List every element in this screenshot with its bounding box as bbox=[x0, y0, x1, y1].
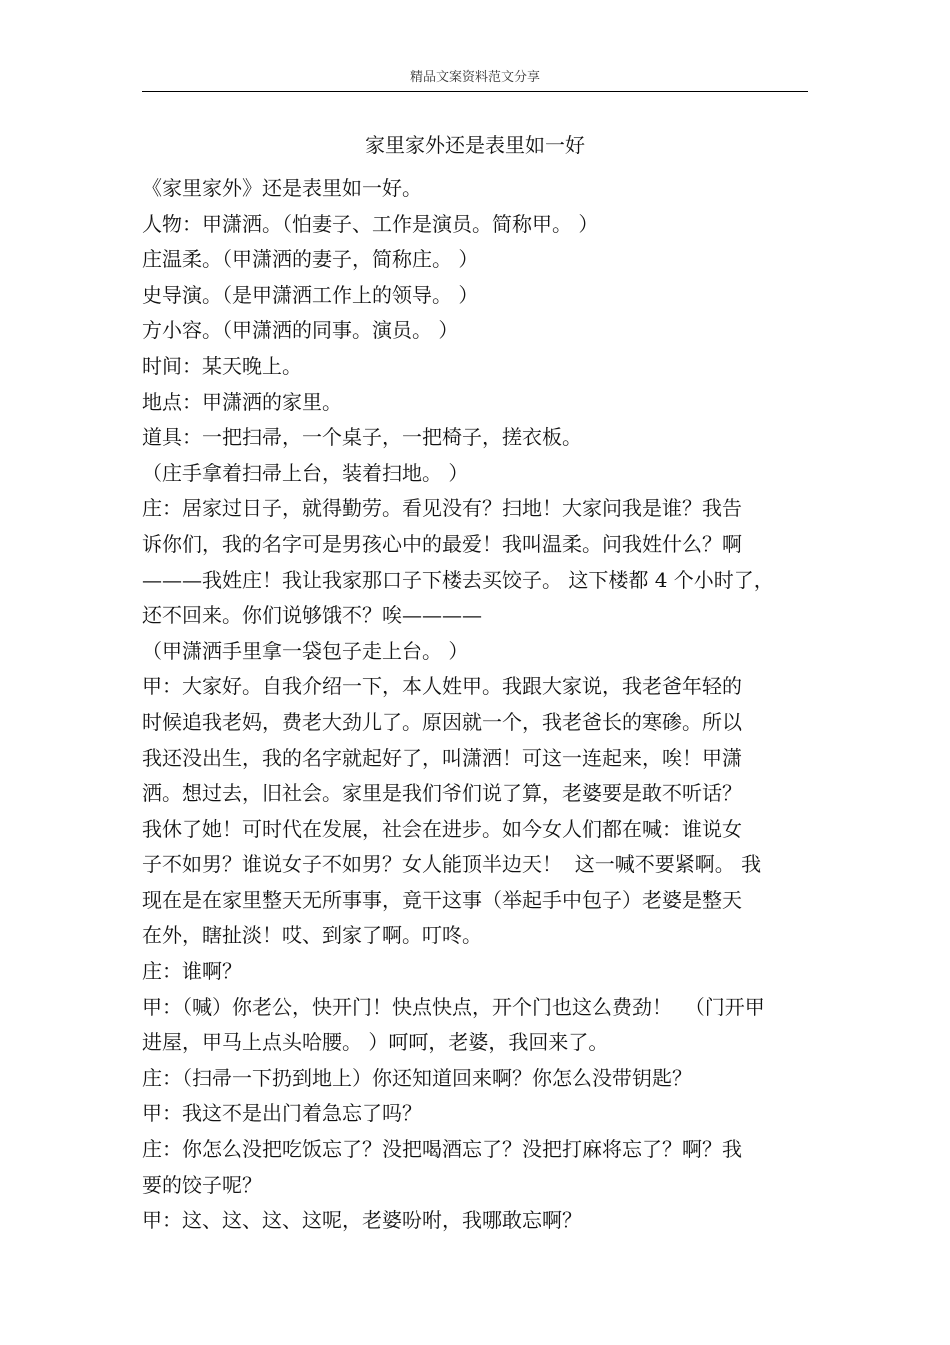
text-line: 子不如男？谁说女子不如男？女人能顶半边天！ 这一喊不要紧啊。 我 bbox=[142, 852, 762, 877]
text-line: （甲潇洒手里拿一袋包子走上台。 ） bbox=[142, 638, 469, 663]
text-line: 洒。想过去，旧社会。家里是我们爷们说了算，老婆要是敢不听话？ bbox=[142, 781, 742, 806]
text-line: 史导演。（是甲潇洒工作上的领导。 ） bbox=[142, 282, 479, 307]
text-line: 《家里家外》还是表里如一好。 bbox=[142, 176, 422, 200]
header-divider bbox=[142, 91, 808, 92]
text-line: 我休了她！可时代在发展，社会在进步。如今女人们都在喊：谁说女 bbox=[142, 816, 742, 841]
text-line: 庄温柔。（甲潇洒的妻子，简称庄。 ） bbox=[142, 247, 479, 272]
text-line: 还不回来。你们说够饿不？唉———— bbox=[142, 603, 482, 628]
text-line: ———我姓庄！我让我家那口子下楼去买饺子。 这下楼都 4 个小时了， bbox=[142, 567, 774, 592]
text-line: 庄：谁啊？ bbox=[142, 959, 242, 984]
text-line: 时间：某天晚上。 bbox=[142, 353, 302, 378]
text-line: 甲：（喊）你老公，快开门！快点快点，开个门也这么费劲！ （门开甲 bbox=[142, 994, 765, 1019]
text-line: 现在是在家里整天无所事事，竟干这事（举起手中包子）老婆是整天 bbox=[142, 887, 742, 912]
text-line: 甲：大家好。自我介绍一下，本人姓甲。我跟大家说，我老爸年轻的 bbox=[142, 674, 742, 699]
text-line: 庄：居家过日子，就得勤劳。看见没有？扫地！大家问我是谁？我告 bbox=[142, 496, 742, 521]
text-line: 庄：（扫帚一下扔到地上）你还知道回来啊？你怎么没带钥匙？ bbox=[142, 1065, 692, 1090]
text-line: 甲：我这不是出门着急忘了吗？ bbox=[142, 1101, 422, 1126]
text-line: 庄：你怎么没把吃饭忘了？没把喝酒忘了？没把打麻将忘了？啊？我 bbox=[142, 1137, 742, 1162]
document-title: 家里家外还是表里如一好 bbox=[365, 133, 585, 157]
text-line: 道具：一把扫帚，一个桌子，一把椅子，搓衣板。 bbox=[142, 425, 582, 450]
text-line: 进屋，甲马上点头哈腰。 ）呵呵，老婆，我回来了。 bbox=[142, 1030, 609, 1055]
text-line: 地点：甲潇洒的家里。 bbox=[142, 389, 342, 414]
text-line: 要的饺子呢？ bbox=[142, 1172, 262, 1197]
page-header: 精品文案资料范文分享 bbox=[409, 70, 540, 85]
text-line: 人物：甲潇洒。（怕妻子、工作是演员。简称甲。 ） bbox=[142, 211, 599, 236]
text-line: 方小容。（甲潇洒的同事。演员。 ） bbox=[142, 318, 459, 343]
text-line: 时候追我老妈，费老大劲儿了。原因就一个，我老爸长的寒碜。所以 bbox=[142, 709, 742, 734]
text-line: 在外，瞎扯淡！哎、到家了啊。叮咚。 bbox=[142, 923, 482, 948]
text-line: 甲：这、这、这、这呢，老婆吩咐，我哪敢忘啊？ bbox=[142, 1208, 582, 1233]
text-line: 诉你们，我的名字可是男孩心中的最爱！我叫温柔。问我姓什么？啊 bbox=[142, 531, 742, 556]
document-body bbox=[142, 171, 814, 1239]
text-line: （庄手拿着扫帚上台，装着扫地。 ） bbox=[142, 460, 469, 485]
text-line: 我还没出生，我的名字就起好了，叫潇洒！可这一连起来，唉！甲潇 bbox=[142, 745, 742, 770]
